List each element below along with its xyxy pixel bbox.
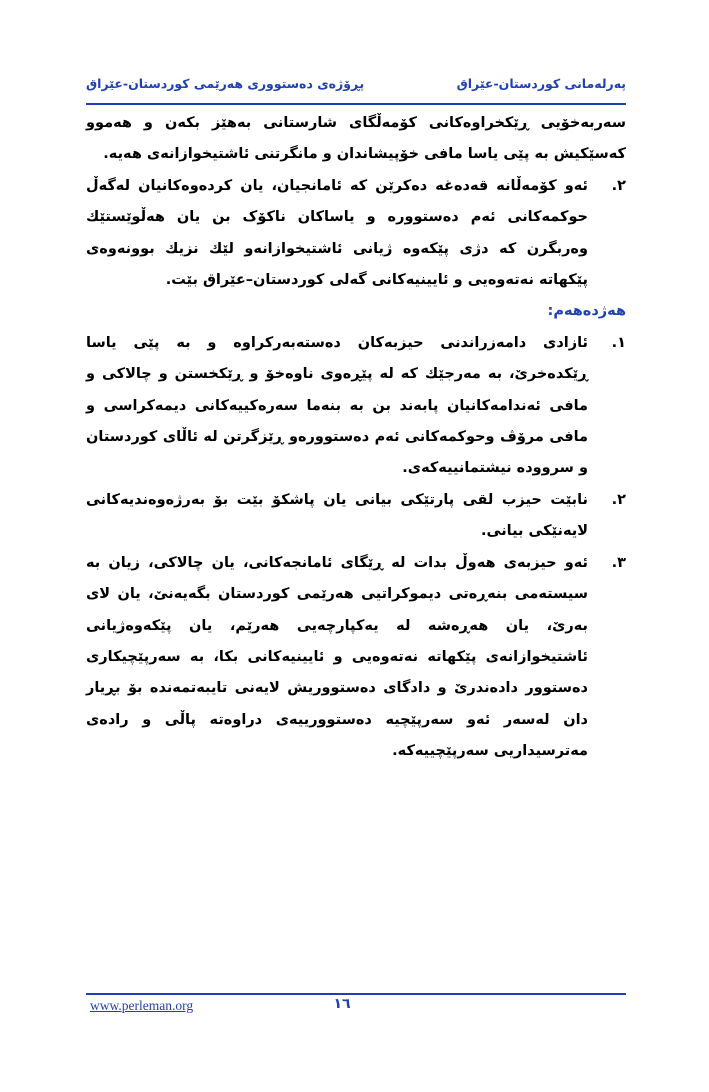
item-text: ئازادی دامەزراندنی حیزبەکان دەستەبەرکراوە و بە پێی یاسا ڕێکدەخرێ، بە مەرجێك کە لە پێڕەوی ناوەخۆ و ڕێکخستن و چالاکی و مافی ئەندامەکانیان پابەند بن بە بنەما سەرەکییەکانی دیمەکراسی و مافی مرۆڤ وحوکمەکانی ئەم دەستوورەو ڕێزگرتن لە ئاڵای کوردستان و سروودە نیشتمانییەکەی. (86, 334, 588, 477)
header-document-title: پڕۆژەی دەستووری هەرێمی کوردستان-عێراق (86, 76, 365, 91)
item-text: نابێت حیزب لقی پارتێکی بیانی یان پاشکۆ بێت بۆ بەرژەوەندیەکانی لایەنێکی بیانی. (86, 491, 588, 540)
item-text: ئەو کۆمەڵانە قەدەغە دەکرێن کە ئامانجیان، یان کردەوەکانیان لەگەڵ حوکمەکانی ئەم دەستوورە و یاساکان ناکۆک بن یان هەڵوێستێك وەربگرن کە دژی پێکەوە ژیانی ئاشتیخوازانەو لێك نزیك بوونەوەی پێکهاتە نەتەوەیی و ئایینیەکانی گەلی کوردستان–عێراق بێت. (86, 177, 588, 289)
item-number: ٣. (611, 554, 626, 571)
item-number: ٢. (611, 491, 626, 508)
footer-divider (86, 993, 626, 995)
list-item (86, 328, 626, 485)
running-header (86, 76, 626, 91)
footer-website-link[interactable]: www.perleman.org (90, 998, 194, 1013)
list-item (86, 548, 626, 768)
list-item (86, 171, 626, 297)
body-text (86, 108, 626, 768)
header-parliament-title: پەرلەمانی کوردستان-عێراق (456, 76, 626, 91)
section-heading: هەژدەهەم: (547, 303, 626, 320)
header-divider (86, 103, 626, 105)
item-number: ٢. (611, 177, 626, 194)
item-number: ١. (611, 334, 626, 351)
page-number: ١٦ (333, 996, 351, 1012)
list-item (86, 485, 626, 548)
item-text: ئەو حیزبەی هەوڵ بدات لە ڕێگای ئامانجەکانی، یان چالاکی، زیان بە سیستەمی بنەڕەتی دیموکراتیی هەرێمی کوردستان بگەیەنێ، یان لای بەرێ، یان هەڕەشە لە یەکپارچەیی هەرێم، یان پێکەوەژیانی ئاشتیخوازانەی پێکهاتە نەتەوەیی و ئایینیەکانی بکا، بە سەرپێچیکاری دەستوور دادەندرێ و دادگای دەستووریش لایەنی تایبەتمەندە بۆ بڕیار دان لەسەر ئەو سەرپێچیە دەستوورییەی دراوەتە پاڵی و رادەی مەترسیداریی سەرپێچییەکە. (86, 554, 588, 760)
intro-paragraph: سەربەخۆیی ڕێکخراوەکانی کۆمەڵگای شارستانی بەهێز بکەن و هەموو کەسێکیش بە پێی یاسا مافی خۆپیشاندان و مانگرتنی ئاشتیخوازانەی هەیە. (86, 115, 626, 163)
